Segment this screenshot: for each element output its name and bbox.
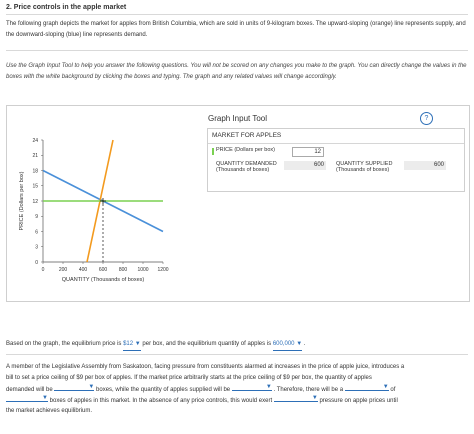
equilibrium-price-value: $12	[123, 341, 134, 347]
y-tick-label: 12	[32, 198, 38, 205]
y-tick-label: 9	[35, 214, 38, 221]
x-axis-label: QUANTITY (Thousands of boxes)	[61, 277, 145, 283]
q2-text: of	[390, 387, 396, 393]
chevron-down-icon: ▼	[296, 341, 303, 347]
divider	[6, 14, 468, 15]
x-tick-label: 600	[98, 267, 108, 273]
price-input[interactable]: 12	[292, 147, 324, 157]
q1-middle: per box, and the equilibrium quantity of apples is	[142, 341, 272, 347]
instructions-text: Use the Graph Input Tool to help you answer the following questions. You will not be scored on any changes you make to the graph. You can directly change the values in the boxes with the white background by clicking the boxes and typing. The graph and any related values will change accordingly.	[6, 63, 467, 80]
market-box	[207, 128, 465, 192]
chevron-down-icon: ▼	[265, 384, 272, 390]
help-icon[interactable]: ?	[420, 112, 433, 125]
y-tick-label: 6	[35, 229, 38, 236]
y-tick-label: 15	[32, 183, 38, 190]
shortage-surplus-dropdown[interactable]	[345, 384, 389, 391]
quantity-demanded-dropdown[interactable]	[54, 384, 94, 391]
page-title: 2. Price controls in the apple market	[6, 4, 127, 11]
x-tick-label: 800	[118, 267, 128, 273]
graph-canvas[interactable]	[7, 106, 207, 296]
pressure-direction-dropdown[interactable]	[274, 395, 318, 402]
chevron-down-icon: ▼	[88, 384, 95, 390]
chevron-down-icon: ▼	[382, 384, 389, 390]
q1-suffix: .	[303, 341, 306, 347]
quantity-supplied-label: QUANTITY SUPPLIED (Thousands of boxes)	[336, 161, 393, 173]
equilibrium-quantity-dropdown[interactable]	[273, 339, 302, 351]
q2-text: . Therefore, there will be a	[273, 387, 344, 393]
chevron-down-icon: ▼	[134, 341, 141, 347]
x-tick-label: 1000	[137, 267, 149, 273]
q2-line-5: the market achieves equilibrium.	[6, 408, 93, 414]
graph-input-tool-title: Graph Input Tool	[208, 114, 268, 123]
chevron-down-icon: ▼	[42, 395, 48, 401]
divider	[6, 50, 468, 51]
y-tick-label: 3	[35, 244, 38, 251]
quantity-demanded-label: QUANTITY DEMANDED (Thousands of boxes)	[216, 161, 277, 173]
question-1	[6, 339, 468, 351]
intro-text: The following graph depicts the market for apples from British Columbia, which are sold in units of 9-kilogram boxes. The upward-sloping (orange) line represents supply, and the downward-sloping (blue) line represents demand.	[6, 21, 466, 38]
divider	[6, 354, 468, 355]
q1-prefix: Based on the graph, the equilibrium price is	[6, 341, 122, 347]
quantity-supplied-dropdown[interactable]	[232, 384, 272, 391]
equilibrium-quantity-value: 600,000	[272, 341, 295, 347]
y-tick-label: 21	[32, 153, 38, 160]
x-tick-label: 400	[78, 267, 88, 273]
q2-text: demanded will be	[6, 387, 53, 393]
x-tick-label: 200	[58, 267, 68, 273]
y-tick-label: 18	[32, 168, 38, 175]
chevron-down-icon: ▼	[311, 395, 318, 401]
divider	[208, 143, 464, 144]
q2-text: boxes, while the quantity of apples supplied will be	[96, 387, 231, 393]
market-title: MARKET FOR APPLES	[212, 132, 282, 139]
graph-panel	[6, 105, 470, 302]
q2-line-1: A member of the Legislative Assembly from Saskatoon, facing pressure from constituents alarmed at increases in the price of apple juice, introduces a	[6, 364, 405, 370]
x-tick-label: 0	[41, 267, 45, 273]
quantity-gap-dropdown[interactable]	[6, 395, 48, 402]
q2-line-2: bill to set a price ceiling of $9 per box of apples. If the market price arbitrarily starts at the price ceiling of $9 per box, the quantity of apples	[6, 375, 372, 381]
price-swatch	[212, 148, 214, 155]
q2-text: boxes of apples in this market. In the absence of any price controls, this would exert	[49, 398, 273, 404]
y-axis-label: PRICE (Dollars per box)	[19, 171, 25, 231]
quantity-supplied-value: 600	[404, 161, 446, 170]
q2-text: pressure on apple prices until	[319, 398, 398, 404]
equilibrium-price-dropdown[interactable]	[123, 339, 141, 351]
chart-layer	[19, 138, 169, 283]
y-tick-label: 0	[35, 259, 38, 266]
quantity-demanded-value: 600	[284, 161, 326, 170]
y-tick-label: 24	[32, 137, 38, 144]
price-label: PRICE (Dollars per box)	[216, 147, 275, 153]
x-tick-label: 1200	[157, 267, 169, 273]
